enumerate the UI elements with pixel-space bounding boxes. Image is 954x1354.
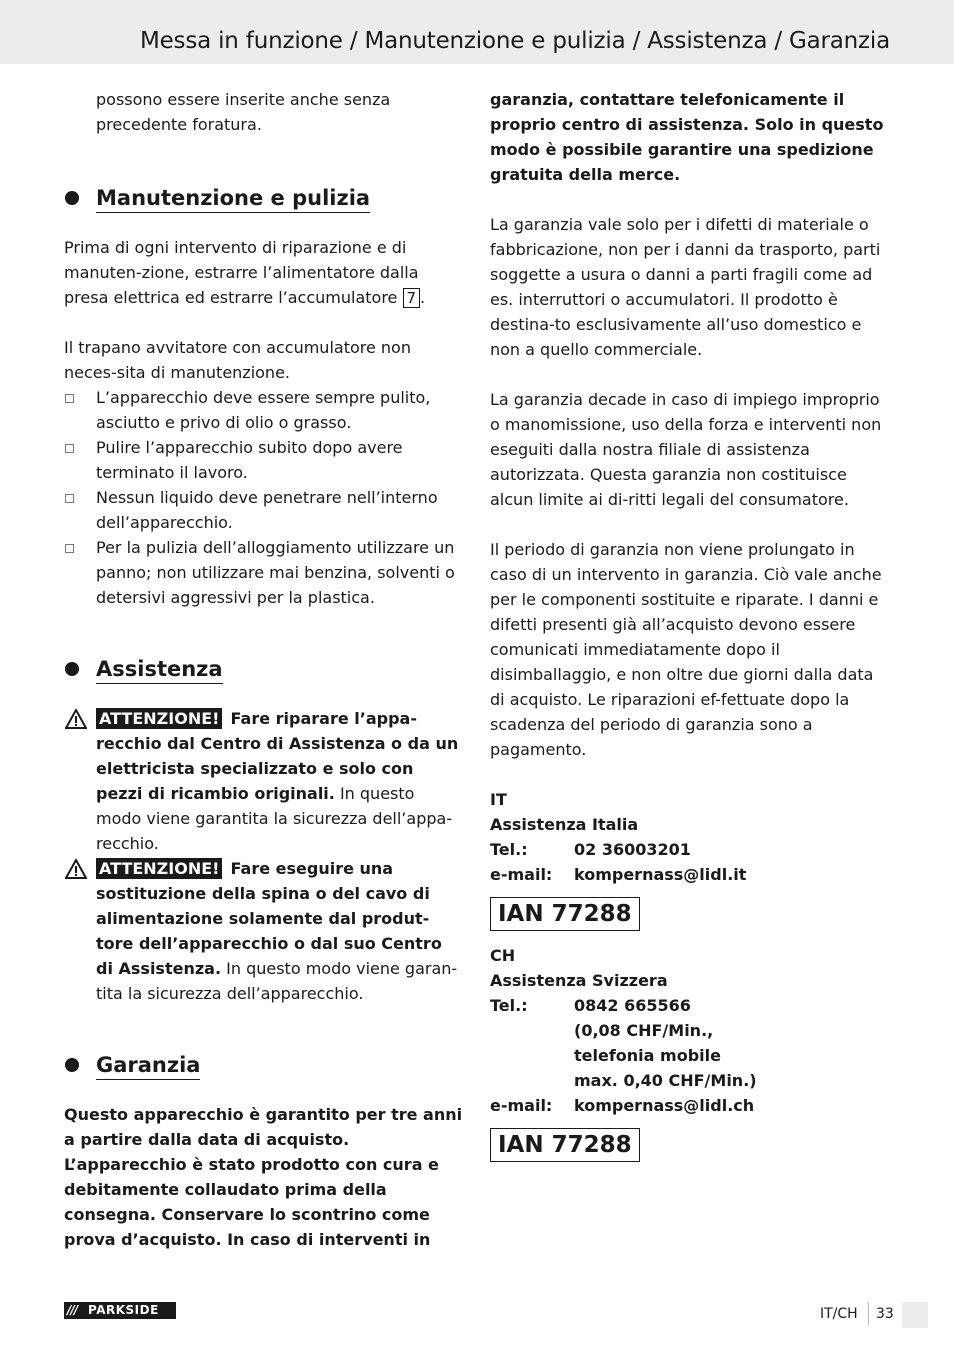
section-title: Garanzia	[96, 1052, 200, 1080]
attention-badge: ATTENZIONE!	[96, 708, 222, 729]
warning-text: In questo modo viene garan-tita la sicurezza dell’apparecchio.	[96, 959, 458, 1003]
phone-label: Tel.:	[490, 840, 528, 859]
section-bullet-icon	[65, 662, 79, 676]
section-title: Manutenzione e pulizia	[96, 185, 370, 213]
phone-note: (0,08 CHF/Min.,	[574, 1021, 714, 1040]
warranty-paragraph: Il periodo di garanzia non viene prolungato in caso di un intervento in garanzia. Ciò vale anche per le componenti sostituite e riparate. I danni e difetti presenti già all’acquisto devono essere comunicati immediatamente dopo il disimballaggio, e non oltre due giorni dalla data di acquisto. Le riparazioni ef-fettuate dopo la scadenza del periodo di garanzia sono a pagamento.	[490, 540, 882, 759]
warranty-intro: Questo apparecchio è garantito per tre anni a partire dalla data di acquisto. L’apparecchio è stato prodotto con cura e debitamente collaudato prima della consegna. Conservare lo scontrino come prova d’acquisto. In caso di interventi in	[64, 1105, 463, 1249]
phone-row	[490, 993, 890, 1018]
footer-locale: IT/CH	[820, 1306, 858, 1322]
email-row	[490, 1093, 890, 1118]
left-column	[64, 87, 464, 1252]
footer-tab-marker	[902, 1302, 928, 1328]
section-bullet-icon	[65, 1058, 79, 1072]
section-bullet-icon	[65, 191, 79, 205]
contact-italy	[490, 787, 890, 943]
spacer	[490, 1018, 574, 1043]
logo-name: PARKSIDE	[88, 1303, 159, 1317]
phone-note-row	[490, 1068, 890, 1093]
ian-number-box: IAN 77288	[490, 1128, 640, 1162]
list-item-text: Pulire l’apparecchio subito dopo avere terminato il lavoro.	[96, 438, 403, 482]
page-title: Messa in funzione / Manutenzione e pulizia / Assistenza / Garanzia	[139, 28, 890, 54]
phone-label: Tel.:	[490, 996, 528, 1015]
warranty-continued: garanzia, contattare telefonicamente il proprio centro di assistenza. Solo in questo modo è possibile garantire una spedizione gratuita della merce.	[490, 90, 884, 184]
email-label: e-mail:	[490, 865, 553, 884]
list-item-text: Per la pulizia dell’alloggiamento utilizzare un panno; non utilizzare mai benzina, solventi o detersivi aggressivi per la plastica.	[96, 538, 455, 607]
checkbox-square-icon	[65, 444, 74, 453]
email-label: e-mail:	[490, 1096, 553, 1115]
spacer	[490, 1068, 574, 1093]
section-warranty-heading	[64, 1052, 464, 1082]
service-center-name: Assistenza Italia	[490, 815, 639, 834]
section-assistance-heading	[64, 656, 464, 686]
checkbox-square-icon	[65, 394, 74, 403]
list-item	[64, 385, 464, 435]
phone-note-row	[490, 1018, 890, 1043]
warning-triangle-icon	[65, 709, 87, 729]
maintenance-list	[64, 385, 464, 610]
email-address[interactable]: kompernass@lidl.ch	[574, 1096, 755, 1115]
phone-number: 02 36003201	[574, 840, 691, 859]
list-item-text: Nessun liquido deve penetrare nell’interno dell’apparecchio.	[96, 488, 438, 532]
punctuation: .	[420, 288, 426, 307]
email-row	[490, 862, 890, 887]
warranty-paragraph: La garanzia decade in caso di impiego improprio o manomissione, uso della forza e interventi non eseguiti dalla nostra filiale di assistenza autorizzata. Questa garanzia non costituisce alcun limite ai di-ritti legali del consumatore.	[490, 390, 882, 509]
country-code: IT	[490, 790, 507, 809]
page-number: 33	[876, 1306, 894, 1322]
right-column	[490, 87, 890, 1174]
warning-text: In questo modo viene garantita la sicurezza dell’appa-recchio.	[96, 784, 453, 853]
checkbox-square-icon	[65, 494, 74, 503]
section-maintenance-heading	[64, 185, 464, 215]
country-code: CH	[490, 946, 516, 965]
phone-number: 0842 665566	[574, 996, 691, 1015]
contact-switzerland	[490, 943, 890, 1174]
page-header	[0, 0, 954, 64]
attention-badge: ATTENZIONE!	[96, 858, 222, 879]
service-center-name: Assistenza Svizzera	[490, 971, 668, 990]
email-address[interactable]: kompernass@lidl.it	[574, 865, 747, 884]
maintenance-note: Il trapano avvitatore con accumulatore non neces-sita di manutenzione.	[64, 338, 411, 382]
warning-bold-text: Fare eseguire una sostituzione della spina o del cavo di alimentazione solamente dal produt-tore dell’apparecchio o dal suo Centro di Assistenza.	[96, 859, 442, 978]
maintenance-paragraph	[64, 235, 464, 310]
parkside-logo	[64, 1302, 176, 1319]
ian-number-box: IAN 77288	[490, 897, 640, 931]
warning-block	[64, 706, 464, 856]
phone-note: telefonia mobile	[574, 1046, 721, 1065]
part-reference-number: 7	[403, 288, 421, 308]
intro-text: possono essere inserite anche senza precedente foratura.	[96, 90, 391, 134]
warranty-paragraph: La garanzia vale solo per i difetti di materiale o fabbricazione, non per i danni da trasporto, parti soggette a usura o danni a parti fragili come ad es. interruttori o accumulatori. Il prodotto è destina-to esclusivamente all’uso domestico e non a quello commerciale.	[490, 215, 881, 359]
warning-bold-text: Fare riparare l’appa-recchio dal Centro di Assistenza o da un elettricista specializzato e solo con pezzi di ricambio originali.	[96, 709, 459, 803]
checkbox-square-icon	[65, 544, 74, 553]
footer-divider	[868, 1302, 869, 1326]
list-item-text: L’apparecchio deve essere sempre pulito, asciutto e privo di olio o grasso.	[96, 388, 431, 432]
phone-row	[490, 837, 890, 862]
logo-stripes: ///	[67, 1303, 78, 1317]
warning-block	[64, 856, 464, 1006]
spacer	[490, 1043, 574, 1068]
phone-note-row	[490, 1043, 890, 1068]
maintenance-text: Prima di ogni intervento di riparazione e di manuten-zione, estrarre l’alimentatore dalla presa elettrica ed estrarre l’accumulatore	[64, 238, 419, 307]
list-item	[64, 535, 464, 610]
section-title: Assistenza	[96, 656, 223, 684]
list-item	[64, 485, 464, 535]
phone-note: max. 0,40 CHF/Min.)	[574, 1071, 757, 1090]
warning-triangle-icon	[65, 859, 87, 879]
list-item	[64, 435, 464, 485]
